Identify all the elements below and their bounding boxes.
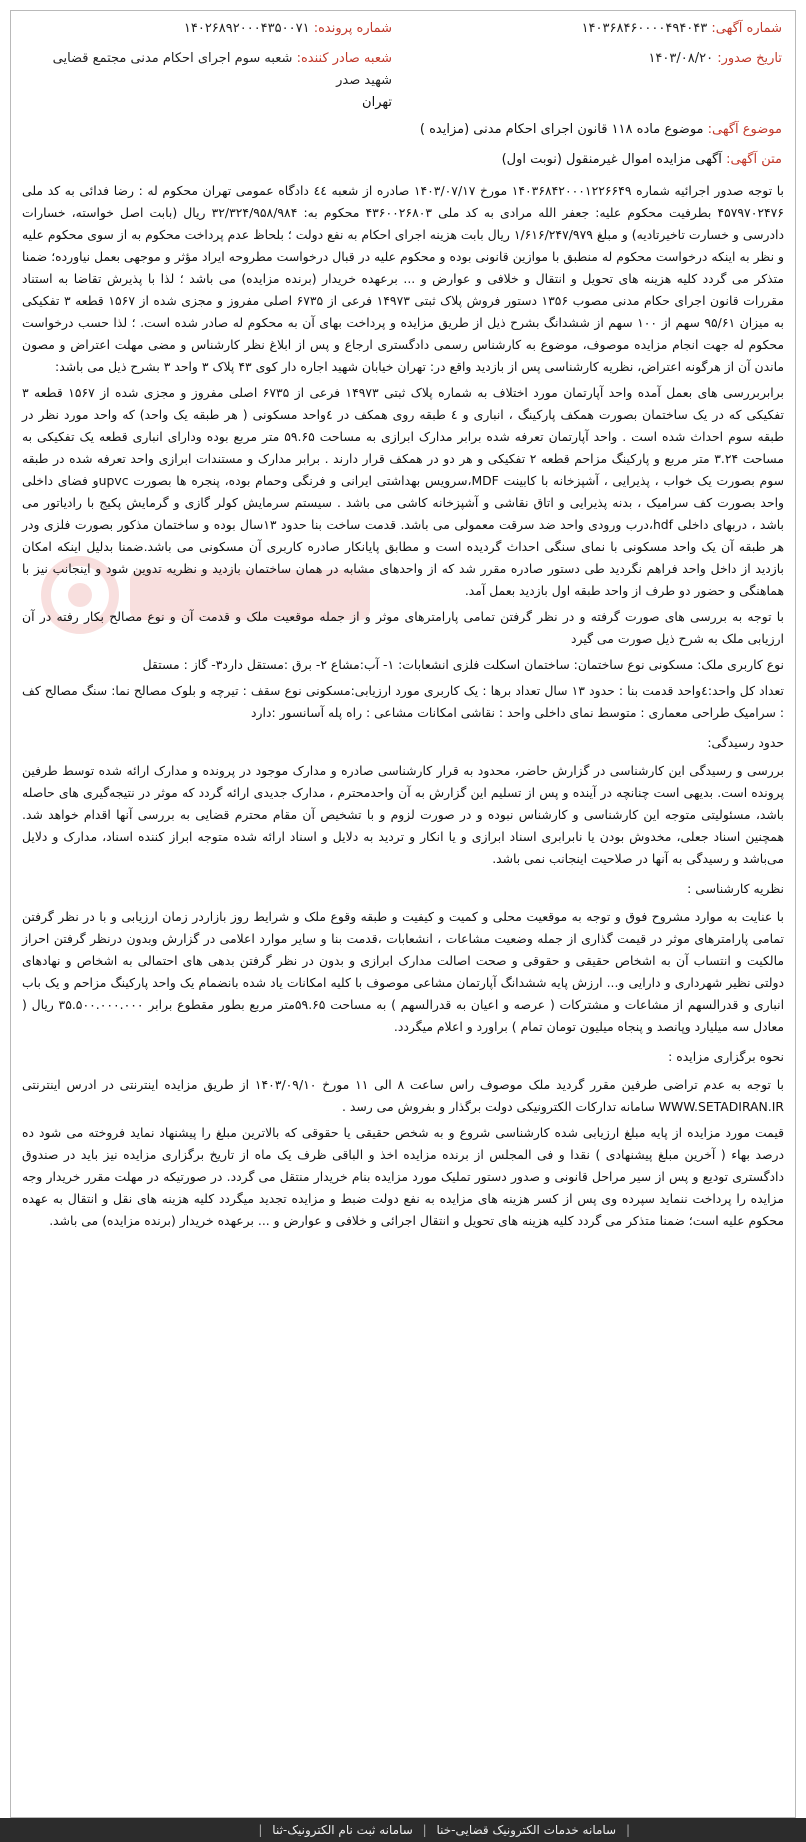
footer-separator-icon: | bbox=[422, 1823, 427, 1837]
ad-number bbox=[582, 18, 782, 40]
ad-number-value: ۱۴۰۳۶۸۴۶۰۰۰۰۴۹۴۰۴۳ bbox=[581, 21, 708, 36]
footer-link-sana[interactable]: سامانه ثبت نام الکترونیک-ثنا bbox=[272, 1823, 413, 1837]
paragraph-3: با توجه به بررسی های صورت گرفته و در نظر گرفتن تمامی پارامترهای موثر و از جمله موقعیت ملک و قدمت آن و نوع مصالح بکار رفته در آن ارزیابی ملک به شرح ذیل صورت می گیرد bbox=[22, 609, 784, 646]
subject-line bbox=[420, 122, 782, 137]
notice-body bbox=[22, 180, 784, 1236]
file-number-value: ۱۴۰۲۶۸۹۲۰۰۰۴۳۵۰۰۷۱ bbox=[183, 21, 310, 36]
subject-label: موضوع آگهی: bbox=[707, 122, 782, 137]
issuer-value: شعبه سوم اجرای احکام مدنی مجتمع قضایی شهید صدر bbox=[52, 51, 392, 88]
issue-date bbox=[648, 48, 782, 70]
footer-bar bbox=[0, 1818, 806, 1842]
paragraph-1: با توجه صدور اجرائیه شماره ۱۴۰۳۶۸۴۲۰۰۰۱۲۲۶۶۴۹ مورخ ۱۴۰۳/۰۷/۱۷ صادره از شعبه ٤٤ دادگاه عمومی تهران محکوم له : رضا فدائی به کد ملی ۴۵۷۹۷۰۲۴۷۶ بطرفیت محکوم علیه: جعفر الله مرادی به کد ملی ۴۳۶۰۰۲۶۸۰۳ محکوم به: ۳۲/۳۲۴/۹۵۸/۹۸۴ ریال (بابت اصل خواسته، خسارات دادرسی و خسارت تاخیرتادیه) و مبلغ ۱/۶۱۶/۲۴۷/۹۷۹ ریال بابت هزینه اجرای احکام به نفع دولت ؛ بلحاظ عدم پرداخت محکوم به از سوی محکوم علیه و نظر به اینکه درخواست محکوم له منطبق با موازین قانونی بوده و محکوم علیه در قبال درخواست مطروحه ایراد مؤثر و موجهی بعمل نیاورده؛ ضمنا متذکر می گردد کلیه هزینه های تحویل و انتقال و خلافی و عوارض و ... برعهده خریدار (برنده مزایده) می باشد ؛ لذا با پذیرش تقاضا به استناد مقررات قانون اجرای حکام مدنی مصوب ۱۳۵۶ دستور فروش پلاک ثبتی ۱۴۹۷۳ فرعی از ۶۷۳۵ اصلی مفروز و مجزی شده از ۱۵۶۷ قطعه ۳ تفکیکی به میزان ۹۵/۶۱ سهم از ۱۰۰ سهم از ششدانگ بشرح ذیل از طریق مزایده و پرداخت بهای آن به محکوم له صادر شده است. ؛ لذا حسب درخواست محکوم له جهت انجام مزایده موصوف، موضوع به کارشناس رسمی دادگستری ارجاع و پس از ابلاغ نظر کارشناس و مضی مهلت اعتراض و مصون ماندن آن از هرگونه اعتراض، نظریه کارشناسی پس از بازدید واقع در: تهران خیابان شهید اجاره دار کوی ۴۳ پلاک ۳ واحد ۳ بشرح ذیل می باشد: bbox=[22, 183, 784, 374]
paragraph-2: برابربررسی های بعمل آمده واحد آپارتمان مورد اختلاف به شماره پلاک ثبتی ۱۴۹۷۳ فرعی از ۶۷۳۵ اصلی مفروز و مجزی شده از ۱۵۶۷ قطعه ۳ تفکیکی که در یک ساختمان بصورت همکف پارکینگ ، انباری و ٤ طبقه روی همکف در ٤واحد مسکونی ( هر طبقه یک واحد) که واحد مورد نظر در طبقه سوم احداث شده است . واحد آپارتمان تعرفه شده برابر مدارک ابرازی به مساحت ۵۹.۶۵ متر مربع بوده ودارای انباری قطعه یک تفکیکی به مساحت ۳.۲۴ متر مربع و پارکینگ مزاحم قطعه ۲ تفکیکی و هر دو در همکف قرار دارند . برابر مدارک و مستندات ابرازی واحد تعرفه شده در طبقه سوم بصورت یک خواب ، پذیرایی ، آشپزخانه با کابینت MDF،سرویس بهداشتی ایرانی و فرنگی وحمام بوده، پنجره ها بصورت upvcو فضای داخلی واحد بصورت کف سرامیک ، بدنه پذیرایی و اتاق نقاشی و آشپزخانه کاشی می باشد . سیستم سرمایش کولر گازی و گرمایش پکیج با رادیاتور می باشد ، دربهای داخلی hdf،درب ورودی واحد ضد سرقت معمولی می باشد. قدمت ساخت بنا حدود ۱۳سال بوده و ساختمان مذکور بصورت فلزی ودر هر طبقه آن یک واحد مسکونی با نمای سنگی احداث گردیده است و مطابق پایانکار صادره کاربری آن مسکونی می باشد.ضمنا بدلیل اینکه امکان بازدید از داخل واحد فراهم نگردید طی دستور صادره مقرر شد که از واحدهای مشابه در همان ساختمان بازدید و نظریه تدوین شود و اینجانب نیز با هماهنگی و حضور دو طرف از واحد طبقه اول بازدید بعمل آمد. bbox=[22, 385, 785, 598]
footer-link-khana[interactable]: سامانه خدمات الکترونیک قضایی-خنا bbox=[436, 1823, 617, 1837]
footer-links bbox=[252, 1818, 636, 1842]
issuer-value-line2: تهران bbox=[362, 95, 392, 110]
heading-procedure: نحوه برگزاری مزایده : bbox=[668, 1049, 784, 1064]
subject-value: موضوع ماده ۱۱۸ قانون اجرای احکام مدنی (مزایده ) bbox=[419, 122, 704, 137]
text-head-label: متن آگهی: bbox=[726, 152, 782, 167]
issue-date-label: تاریخ صدور: bbox=[717, 51, 782, 66]
heading-opinion: نظریه کارشناسی : bbox=[687, 881, 784, 896]
text-head-value: آگهی مزایده اموال غیرمنقول (نوبت اول) bbox=[501, 152, 722, 167]
paragraph-7: با عنایت به موارد مشروح فوق و توجه به موقعیت محلی و کمیت و کیفیت و طبقه وقوع ملک و شرایط روز بازاردر زمان ارزیابی و با در نظر گرفتن تمامی پارامترهای موثر در قیمت گذاری از جمله وضعیت مشاعات ، انشعابات ،قدمت بنا و سایر موارد اعلامی در گزارش وبدون درنظر گرفتن احراز مالکیت و انتساب آن به اشخاص حقیقی و حقوقی و صحت اصالت مدارک ابرازی و بدون در نظر گرفتن بدهی های احتمالی به اشخاص و نهادهای دولتی نظیر شهرداری و دارایی و... ارزش پایه ششدانگ آپارتمان مشاعی موصوف با کلیه امکانات یاد شده بانضمام یک واحد پارکینگ مزاحم و یک باب انباری و قدرالسهم از مشاعات و مشترکات ( عرصه و اعیان به قدرالسهم ) به مساحت ۵۹.۶۵متر مربع بطور مقطوع برابر ۳۵.۵۰۰.۰۰۰.۰۰۰ ریال ( معادل سه میلیارد وپانصد و پنجاه میلیون تومان تمام ) براورد و اعلام میگردد. bbox=[22, 909, 785, 1034]
issue-date-value: ۱۴۰۳/۰۸/۲۰ bbox=[648, 51, 714, 66]
issuer bbox=[22, 48, 392, 114]
paragraph-4: نوع کاربری ملک: مسکونی نوع ساختمان: ساختمان اسکلت فلزی انشعابات: ۱- آب:مشاع ۲- برق :مستقل دارد۳- گاز : مستقل bbox=[142, 657, 784, 672]
paragraph-5: تعداد کل واحد:٤واحد قدمت بنا : حدود ۱۳ سال تعداد برها : یک کاربری مورد ارزیابی:مسکونی نوع سقف : تیرچه و بلوک مصالح نما: سنگ مصالح کف : سرامیک طراحی معماری : متوسط نمای داخلی واحد : نقاشی امکانات مشاعی : راه پله آسانسور :دارد bbox=[22, 683, 784, 720]
ad-number-label: شماره آگهی: bbox=[711, 21, 782, 36]
file-number-label: شماره پرونده: bbox=[313, 21, 392, 36]
text-head-line bbox=[502, 152, 782, 167]
paragraph-9: قیمت مورد مزایده از پایه مبلغ ارزیابی شده کارشناسی شروع و به شخص حقیقی یا حقوقی که بالاترین مبلغ را پیشنهاد نماید فروخته می شود ده درصد بهاء ( آخرین مبلغ پیشنهادی ) نقدا و فی المجلس از برنده مزایده اخذ و الباقی ظرف یک ماه از تاریخ برگزاری مزایده نیز باید در صندوق دادگستری تودیع و پس از سیر مراحل قانونی و صدور دستور تملیک مورد مزایده بنام خریدار منتقل می گردد. در صورتیکه در مهلت مقرر خریدار وجه مزایده را پرداخت ننماید سپرده وی پس از کسر هزینه های مزایده به نفع دولت ضبط و مزایده تجدید میگردد کلیه هزینه های نقل و انتقال به عهده محکوم علیه است؛ ضمنا متذکر می گردد کلیه هزینه های تحویل و انتقال اجرائی و خلافی و عوارض و ... برعهده خریدار (برنده مزایده) می باشد. bbox=[22, 1125, 784, 1228]
file-number bbox=[184, 18, 392, 40]
paragraph-8: با توجه به عدم تراضی طرفین مقرر گردید ملک موصوف راس ساعت ۸ الی ۱۱ مورخ ۱۴۰۳/۰۹/۱۰ از طریق مزایده اینترنتی در ادرس اینترنتی WWW.SETADIRAN.IR سامانه تدارکات الکترونیکی دولت برگذار و بفروش می رسد . bbox=[22, 1077, 784, 1114]
footer-separator-icon: | bbox=[625, 1823, 630, 1837]
issuer-label: شعبه صادر کننده: bbox=[296, 51, 392, 66]
heading-boundary: حدود رسیدگی: bbox=[707, 735, 784, 750]
paragraph-6: بررسی و رسیدگی این کارشناسی در گزارش حاضر، محدود به قرار کارشناسی صادره و مدارک موجود در پرونده و مدارک ارائه شده توسط طرفین پرونده است. بدیهی است چنانچه در آینده و پس از تسلیم این گزارش به آن واحدمحترم ، مدارک جدیدی ارائه گردد که موثر در نتیجه‌گیری های حاصله باشد، مسئولیتی متوجه این کارشناسی و کارشناس نبوده و در صورت لزوم و با تشخیص آن مقام محترم قضایی به بررسی آنها اقدام خواهد شد. همچنین اسناد جعلی، مخدوش بودن یا نابرابری اسناد ابرازی و یا انکار و تردید به دلایل و اسناد ارائه شده متوجه ابراز کننده اسناد، مدارک و دلایل می‌باشد و رسیدگی به آنها در صلاحیت اینجانب نمی باشد. bbox=[22, 763, 784, 866]
footer-separator-icon: | bbox=[258, 1823, 263, 1837]
